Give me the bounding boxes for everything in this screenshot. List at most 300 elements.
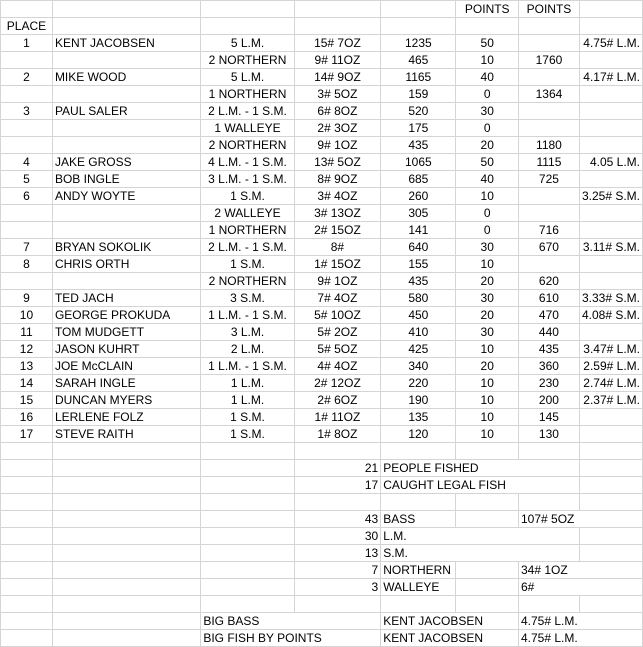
big-fish-cell [579, 103, 642, 120]
award-winner: KENT JACOBSEN [381, 613, 519, 630]
angler-name-cell: PAUL SALER [52, 103, 200, 120]
empty-cell [201, 545, 294, 562]
empty-cell [518, 596, 579, 613]
place-cell: 9 [1, 290, 53, 307]
total-points-cell [518, 35, 579, 52]
results-row [1, 222, 643, 239]
big-fish-cell [579, 273, 642, 290]
empty-cell [579, 443, 642, 460]
points-cell: 10 [456, 188, 519, 205]
empty-cell [201, 579, 294, 596]
place-header: PLACE [1, 18, 53, 35]
weight-cell: 9# 1OZ [294, 137, 381, 154]
empty-cell [201, 460, 294, 477]
catch-cell: 3 L.M. - 1 S.M. [201, 171, 294, 188]
weight-cell: 1# 8OZ [294, 426, 381, 443]
angler-name-cell: KENT JACOBSEN [52, 35, 200, 52]
header-row [1, 1, 643, 18]
results-row [1, 426, 643, 443]
header-row [1, 18, 643, 35]
empty-cell [1, 613, 53, 630]
angler-name-cell: BOB INGLE [52, 171, 200, 188]
weight-cell: 5# 2OZ [294, 324, 381, 341]
place-cell [1, 137, 53, 154]
big-fish-cell: 2.59# L.M. [579, 358, 642, 375]
award-label: BIG BASS [201, 613, 381, 630]
points-cell: 40 [456, 171, 519, 188]
big-fish-cell [579, 222, 642, 239]
empty-cell [456, 18, 519, 35]
results-row [1, 171, 643, 188]
catch-cell: 1 NORTHERN [201, 86, 294, 103]
award-label: BIG FISH BY POINTS [201, 630, 381, 647]
total-points-cell: 620 [518, 273, 579, 290]
award-row [1, 630, 643, 647]
place-cell: 5 [1, 171, 53, 188]
summary-count: 17 [294, 477, 381, 494]
catch-cell: 3 L.M. [201, 324, 294, 341]
score-cell: 120 [381, 426, 456, 443]
empty-cell [52, 545, 200, 562]
points-cell: 40 [456, 69, 519, 86]
results-row [1, 307, 643, 324]
angler-name-cell [52, 273, 200, 290]
points-cell: 50 [456, 154, 519, 171]
big-fish-cell [579, 409, 642, 426]
score-cell: 410 [381, 324, 456, 341]
angler-name-cell: JOE McCLAIN [52, 358, 200, 375]
points-cell: 10 [456, 52, 519, 69]
score-cell: 340 [381, 358, 456, 375]
angler-name-cell: SARAH INGLE [52, 375, 200, 392]
award-value: 4.75# L.M. [518, 630, 642, 647]
angler-name-cell: TED JACH [52, 290, 200, 307]
big-fish-cell: 4.75# L.M. [579, 35, 642, 52]
empty-cell [518, 18, 579, 35]
place-cell [1, 205, 53, 222]
points-cell: 50 [456, 35, 519, 52]
award-winner: KENT JACOBSEN [381, 630, 519, 647]
angler-name-cell: TOM MUDGETT [52, 324, 200, 341]
catch-cell: 1 L.M. - 1 S.M. [201, 307, 294, 324]
angler-name-cell [52, 86, 200, 103]
empty-cell [1, 528, 53, 545]
angler-name-cell: CHRIS ORTH [52, 256, 200, 273]
catch-cell: 2 L.M. - 1 S.M. [201, 103, 294, 120]
big-fish-cell: 4.17# L.M. [579, 69, 642, 86]
empty-cell [52, 596, 200, 613]
place-cell: 4 [1, 154, 53, 171]
results-row [1, 120, 643, 137]
place-cell: 7 [1, 239, 53, 256]
angler-name-cell [52, 205, 200, 222]
summary-label: NORTHERN [381, 562, 456, 579]
total-points-cell: 130 [518, 426, 579, 443]
big-fish-cell [579, 52, 642, 69]
score-cell: 305 [381, 205, 456, 222]
angler-name-cell: LERLENE FOLZ [52, 409, 200, 426]
score-cell: 520 [381, 103, 456, 120]
catch-cell: 1 S.M. [201, 256, 294, 273]
place-cell: 16 [1, 409, 53, 426]
empty-cell [1, 579, 53, 596]
weight-cell: 3# 4OZ [294, 188, 381, 205]
empty-cell [1, 562, 53, 579]
angler-name-cell [52, 52, 200, 69]
weight-cell: 5# 5OZ [294, 341, 381, 358]
empty-cell [456, 443, 519, 460]
summary-label: L.M. [381, 528, 580, 545]
points-cell: 10 [456, 426, 519, 443]
summary-label: BASS [381, 511, 456, 528]
blank-row [1, 596, 643, 613]
empty-cell [1, 477, 53, 494]
total-points-cell: 1115 [518, 154, 579, 171]
place-cell: 1 [1, 35, 53, 52]
summary-count: 30 [294, 528, 381, 545]
empty-cell [1, 1, 53, 18]
score-cell: 190 [381, 392, 456, 409]
big-fish-cell [579, 256, 642, 273]
place-cell [1, 273, 53, 290]
empty-cell [201, 511, 294, 528]
place-cell [1, 86, 53, 103]
weight-cell: 4# 4OZ [294, 358, 381, 375]
summary-count: 7 [294, 562, 381, 579]
results-row [1, 290, 643, 307]
total-points-cell: 670 [518, 239, 579, 256]
total-points-header: POINTS [518, 1, 579, 18]
big-fish-cell [579, 120, 642, 137]
summary-count: 43 [294, 511, 381, 528]
points-cell: 0 [456, 86, 519, 103]
empty-cell [52, 477, 200, 494]
catch-cell: 2 WALLEYE [201, 205, 294, 222]
total-points-cell: 1760 [518, 52, 579, 69]
place-cell: 3 [1, 103, 53, 120]
big-fish-cell [579, 137, 642, 154]
points-cell: 0 [456, 120, 519, 137]
results-row [1, 375, 643, 392]
points-cell: 0 [456, 222, 519, 239]
empty-cell [201, 443, 294, 460]
summary-row [1, 460, 643, 477]
blank-row [1, 494, 643, 511]
summary-label: S.M. [381, 545, 580, 562]
empty-cell [579, 460, 642, 477]
summary-row [1, 477, 643, 494]
points-cell: 10 [456, 375, 519, 392]
summary-row [1, 545, 643, 562]
results-row [1, 239, 643, 256]
total-points-cell: 440 [518, 324, 579, 341]
score-cell: 260 [381, 188, 456, 205]
score-cell: 159 [381, 86, 456, 103]
empty-cell [1, 596, 53, 613]
angler-name-cell: MIKE WOOD [52, 69, 200, 86]
total-points-cell: 1364 [518, 86, 579, 103]
score-cell: 435 [381, 137, 456, 154]
angler-name-cell: GEORGE PROKUDA [52, 307, 200, 324]
place-cell [1, 52, 53, 69]
angler-name-cell: STEVE RAITH [52, 426, 200, 443]
score-cell: 640 [381, 239, 456, 256]
summary-row [1, 562, 643, 579]
total-points-cell: 435 [518, 341, 579, 358]
empty-cell [201, 477, 294, 494]
catch-cell: 2 L.M. [201, 341, 294, 358]
total-points-cell [518, 205, 579, 222]
big-fish-cell [579, 205, 642, 222]
total-points-cell: 716 [518, 222, 579, 239]
total-points-cell: 360 [518, 358, 579, 375]
weight-cell: 6# 8OZ [294, 103, 381, 120]
points-cell: 10 [456, 392, 519, 409]
results-row [1, 409, 643, 426]
angler-name-cell: BRYAN SOKOLIK [52, 239, 200, 256]
points-cell: 20 [456, 307, 519, 324]
total-points-cell [518, 188, 579, 205]
empty-cell [52, 630, 200, 647]
weight-cell: 14# 9OZ [294, 69, 381, 86]
empty-cell [294, 443, 381, 460]
weight-cell: 2# 3OZ [294, 120, 381, 137]
place-cell [1, 120, 53, 137]
empty-cell [1, 460, 53, 477]
empty-cell [201, 562, 294, 579]
angler-name-cell [52, 137, 200, 154]
points-cell: 0 [456, 205, 519, 222]
score-cell: 435 [381, 273, 456, 290]
empty-cell [456, 579, 519, 596]
empty-cell [456, 494, 519, 511]
summary-label: CAUGHT LEGAL FISH [381, 477, 580, 494]
results-row [1, 256, 643, 273]
place-cell: 15 [1, 392, 53, 409]
empty-cell [52, 613, 200, 630]
empty-cell [518, 494, 579, 511]
score-cell: 1165 [381, 69, 456, 86]
angler-name-cell: ANDY WOYTE [52, 188, 200, 205]
points-cell: 30 [456, 239, 519, 256]
catch-cell: 5 L.M. [201, 35, 294, 52]
empty-cell [294, 1, 381, 18]
empty-cell [52, 528, 200, 545]
total-points-cell: 145 [518, 409, 579, 426]
points-cell: 30 [456, 290, 519, 307]
score-cell: 220 [381, 375, 456, 392]
empty-cell [518, 443, 579, 460]
total-points-cell: 610 [518, 290, 579, 307]
score-cell: 685 [381, 171, 456, 188]
score-cell: 175 [381, 120, 456, 137]
weight-cell: 2# 15OZ [294, 222, 381, 239]
empty-cell [381, 494, 456, 511]
results-row [1, 273, 643, 290]
big-fish-cell: 4.05 L.M. [579, 154, 642, 171]
empty-cell [52, 460, 200, 477]
results-row [1, 52, 643, 69]
summary-weight: 34# 1OZ [518, 562, 642, 579]
summary-count: 3 [294, 579, 381, 596]
empty-cell [52, 562, 200, 579]
empty-cell [52, 511, 200, 528]
empty-cell [1, 511, 53, 528]
results-row [1, 324, 643, 341]
big-fish-cell [579, 426, 642, 443]
catch-cell: 2 L.M. - 1 S.M. [201, 239, 294, 256]
place-cell: 11 [1, 324, 53, 341]
place-cell: 8 [1, 256, 53, 273]
empty-cell [456, 511, 519, 528]
results-row [1, 205, 643, 222]
big-fish-cell: 2.74# L.M. [579, 375, 642, 392]
results-row [1, 137, 643, 154]
big-fish-cell [579, 324, 642, 341]
total-points-cell: 1180 [518, 137, 579, 154]
total-points-cell [518, 103, 579, 120]
results-row [1, 154, 643, 171]
score-cell: 450 [381, 307, 456, 324]
empty-cell [294, 494, 381, 511]
empty-cell [456, 596, 519, 613]
weight-cell: 1# 11OZ [294, 409, 381, 426]
catch-cell: 4 L.M. - 1 S.M. [201, 154, 294, 171]
weight-cell: 3# 13OZ [294, 205, 381, 222]
results-row [1, 188, 643, 205]
total-points-cell [518, 120, 579, 137]
summary-weight: 6# [518, 579, 642, 596]
weight-cell: 13# 5OZ [294, 154, 381, 171]
catch-cell: 1 WALLEYE [201, 120, 294, 137]
place-cell: 14 [1, 375, 53, 392]
catch-cell: 5 L.M. [201, 69, 294, 86]
empty-cell [1, 545, 53, 562]
place-cell: 17 [1, 426, 53, 443]
empty-cell [579, 18, 642, 35]
catch-cell: 1 L.M. [201, 392, 294, 409]
score-cell: 1065 [381, 154, 456, 171]
empty-cell [579, 494, 642, 511]
score-cell: 465 [381, 52, 456, 69]
points-cell: 20 [456, 273, 519, 290]
empty-cell [52, 579, 200, 596]
points-cell: 10 [456, 341, 519, 358]
empty-cell [201, 494, 294, 511]
summary-label: WALLEYE [381, 579, 456, 596]
catch-cell: 1 L.M. - 1 S.M. [201, 358, 294, 375]
catch-cell: 2 NORTHERN [201, 52, 294, 69]
place-cell: 2 [1, 69, 53, 86]
summary-count: 13 [294, 545, 381, 562]
summary-count: 21 [294, 460, 381, 477]
total-points-cell: 230 [518, 375, 579, 392]
empty-cell [1, 443, 53, 460]
empty-cell [381, 1, 456, 18]
big-fish-cell: 4.08# S.M. [579, 307, 642, 324]
place-cell [1, 222, 53, 239]
results-row [1, 35, 643, 52]
big-fish-cell: 3.25# S.M. [579, 188, 642, 205]
points-cell: 10 [456, 409, 519, 426]
weight-cell: 7# 4OZ [294, 290, 381, 307]
catch-cell: 1 S.M. [201, 188, 294, 205]
place-cell: 13 [1, 358, 53, 375]
summary-label: PEOPLE FISHED [381, 460, 580, 477]
angler-name-cell: JASON KUHRT [52, 341, 200, 358]
empty-cell [579, 1, 642, 18]
empty-cell [579, 477, 642, 494]
score-cell: 1235 [381, 35, 456, 52]
place-cell: 6 [1, 188, 53, 205]
score-cell: 141 [381, 222, 456, 239]
total-points-cell: 725 [518, 171, 579, 188]
summary-row [1, 511, 643, 528]
score-cell: 155 [381, 256, 456, 273]
empty-cell [294, 596, 381, 613]
catch-cell: 1 NORTHERN [201, 222, 294, 239]
total-points-cell [518, 69, 579, 86]
place-cell: 10 [1, 307, 53, 324]
empty-cell [579, 596, 642, 613]
big-fish-cell [579, 86, 642, 103]
angler-name-cell [52, 222, 200, 239]
weight-cell: 9# 1OZ [294, 273, 381, 290]
catch-cell: 3 S.M. [201, 290, 294, 307]
angler-name-cell: DUNCAN MYERS [52, 392, 200, 409]
total-points-cell: 200 [518, 392, 579, 409]
catch-cell: 1 L.M. [201, 375, 294, 392]
catch-cell: 2 NORTHERN [201, 137, 294, 154]
summary-row [1, 579, 643, 596]
empty-cell [201, 596, 294, 613]
weight-cell: 15# 7OZ [294, 35, 381, 52]
points-cell: 10 [456, 256, 519, 273]
results-row [1, 86, 643, 103]
weight-cell: 1# 15OZ [294, 256, 381, 273]
big-fish-cell: 2.37# L.M. [579, 392, 642, 409]
empty-cell [381, 18, 456, 35]
big-fish-cell: 3.47# L.M. [579, 341, 642, 358]
empty-cell [294, 18, 381, 35]
catch-cell: 2 NORTHERN [201, 273, 294, 290]
empty-cell [52, 18, 200, 35]
total-points-cell: 470 [518, 307, 579, 324]
results-row [1, 358, 643, 375]
weight-cell: 2# 12OZ [294, 375, 381, 392]
catch-cell: 1 S.M. [201, 426, 294, 443]
points-cell: 20 [456, 137, 519, 154]
big-fish-cell: 3.33# S.M. [579, 290, 642, 307]
empty-cell [381, 443, 456, 460]
weight-cell: 2# 6OZ [294, 392, 381, 409]
empty-cell [1, 494, 53, 511]
empty-cell [201, 1, 294, 18]
empty-cell [381, 596, 456, 613]
angler-name-cell: JAKE GROSS [52, 154, 200, 171]
score-cell: 580 [381, 290, 456, 307]
results-row [1, 392, 643, 409]
award-row [1, 613, 643, 630]
results-row [1, 103, 643, 120]
score-cell: 425 [381, 341, 456, 358]
angler-name-cell [52, 120, 200, 137]
results-row [1, 341, 643, 358]
total-points-cell [518, 256, 579, 273]
big-fish-cell: 3.11# S.M. [579, 239, 642, 256]
summary-weight: 107# 5OZ [518, 511, 642, 528]
points-cell: 30 [456, 324, 519, 341]
